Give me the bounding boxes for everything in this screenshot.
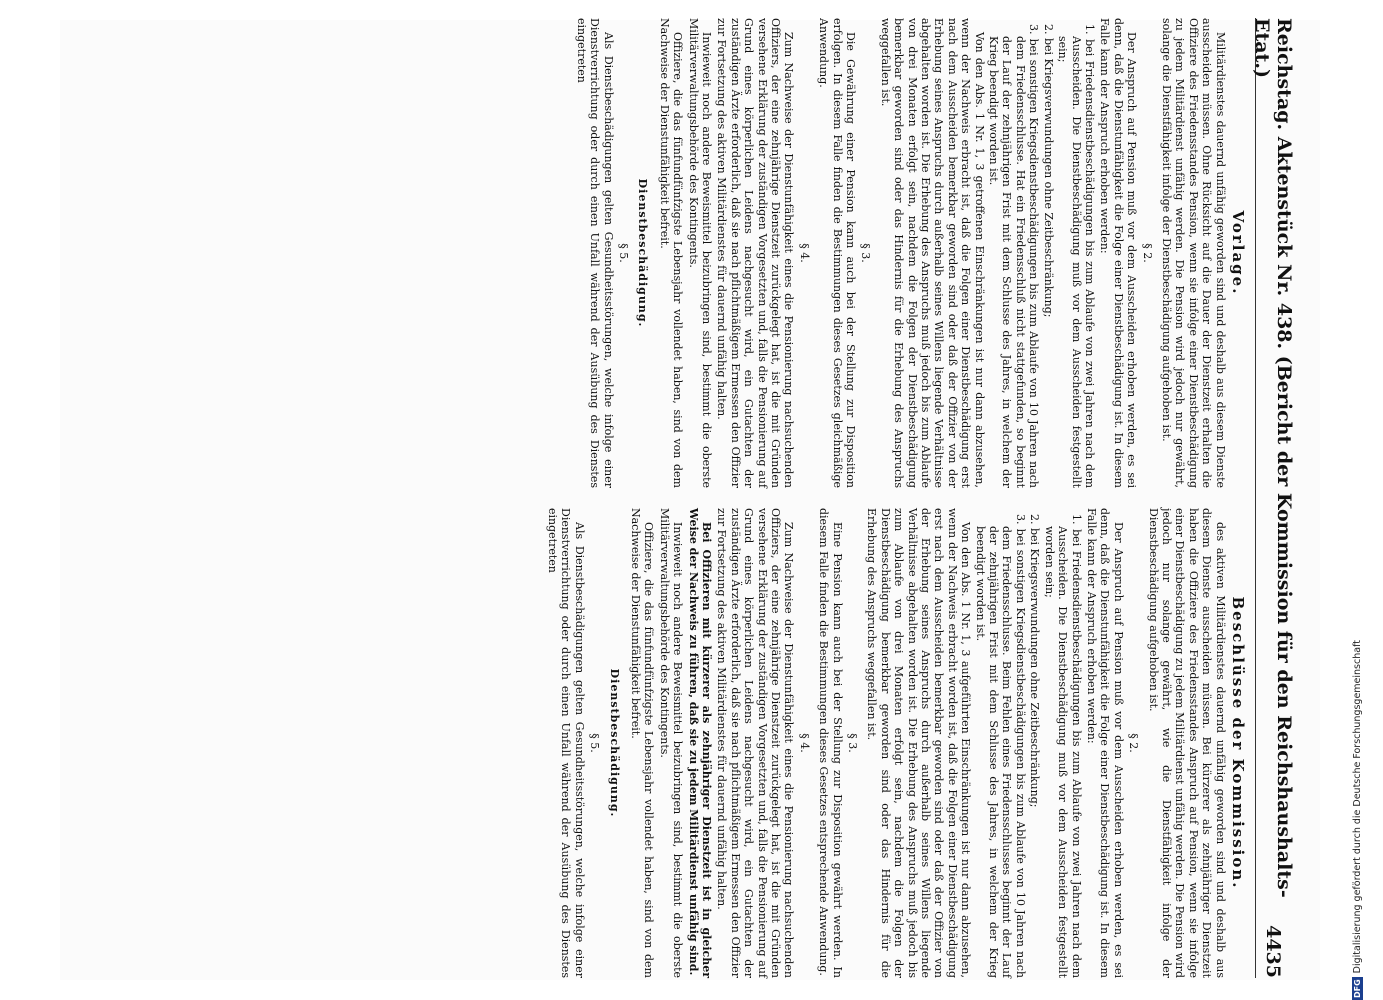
beschluesse-s4-text2: Inwieweit noch andere Beweismittel beizubringen sind, bestimmt die oberste Militärverwaltungsbehörde des Kontingents. — [657, 508, 685, 978]
header-title: Reichstag. Aktenstück Nr. 438. (Bericht der Kommission für den Reichshaushalts-Etat.) — [1251, 18, 1295, 898]
beschluesse-s2-item: 1. bei Friedensdienstbeschädigungen bis zum Ablaufe von zwei Jahren nach dem Ausscheiden. Die Dienstbeschädigung muß vor dem Ausscheiden festgestellt worden sein; — [1042, 514, 1083, 978]
vorlage-s2-heading: § 2. — [1140, 243, 1154, 263]
vorlage-s5-heading: § 5. — [616, 243, 630, 263]
vorlage-s2-item: 3. bei sonstigen Kriegsdienstbeschädigungen bis zum Ablaufe von 10 Jahren nach dem Friedensschlusse. Hat ein Friedensschluß nicht stattgefunden, so beginnt der Lauf der zehnjährigen Frist mit dem Schlusse des Jahres, in welchem der Krieg beendigt worden ist. — [987, 24, 1041, 488]
vorlage-s3-text: Die Gewährung einer Pension kann auch bei der Stellung zur Disposition erfolgen. In diesem Falle finden die Bestimmungen dieses Gesetzes gleichmäßige Anwendung. — [817, 18, 858, 488]
beschluesse-s4-text: Zum Nachweise der Dienstunfähigkeit eines die Pensionierung nachsuchenden Offiziers, der eine zehnjährige Dienstzeit zurückgelegt hat, ist die mit Gründen versehene Erklärung der zuständigen Vorgesetzten und, falls die Pensionierung auf Grund eines körperlichen Leidens nachgesucht wird, ein Gutachten der zuständigen Ärzte erforderlich, daß sie nach pflichtmäßigem Ermessen den Offizier zur Fortsetzung des aktiven Militärdienstes für dauernd unfähig halten. — [715, 508, 796, 978]
beschluesse-s5-text: Als Dienstbeschädigungen gelten Gesundheitsstörungen, welche infolge einer Dienstverrichtung oder durch einen Unfall während der Ausübung des Dienstes eingetreten — [545, 508, 586, 978]
vorlage-s4-text: Zum Nachweise der Dienstunfähigkeit eines die Pensionierung nachsuchenden Offiziers, der eine zehnjährige Dienstzeit zurückgelegt hat, ist die mit Gründen versehene Erklärung der zuständigen Vorgesetzten und, falls die Pensionierung auf Grund eines körperlichen Leidens nachgesucht wird, ein Gutachten der zuständigen Ärzte erforderlich, daß sie nach pflichtmäßigem Ermessen den Offizier zur Fortsetzung des aktiven Militärdienstes für dauernd unfähig halten. — [715, 18, 796, 488]
vorlage-s2-text: Der Anspruch auf Pension muß vor dem Ausscheiden erhoben werden, es sei denn, daß die Dienstunfähigkeit die Folge einer Dienstbeschädigung ist. In diesem Falle kann der Anspruch erhoben werden: — [1098, 18, 1139, 488]
vorlage-intro: Militärdienstes dauernd unfähig geworden sind und deshalb aus diesem Dienste ausscheiden müssen. Ohne Rücksicht auf die Dauer der Dienstzeit erhalten die Offiziere des Friedensstandes Pension, wenn sie infolge einer Dienstbeschädigung zu jedem Militärdienst unfähig werden. Die Pension wird jedoch nur gewährt, solange die Dienstfähigkeit infolge der Dienstbeschädigung aufgehoben ist. — [1159, 18, 1227, 488]
beschluesse-s4-heading: § 4. — [797, 733, 811, 753]
beschluesse-s3-heading: § 3. — [846, 733, 860, 753]
beschluesse-title: Beschlüsse der Kommission. — [1229, 596, 1247, 890]
vorlage-s2-tail: Von den Abs. 1 Nr. 1, 3 getroffenen Einschränkungen ist nur dann abzusehen, wenn der Nachweis erbracht ist, daß die Folgen einer Dienstbeschädigung erst nach dem Ausscheiden bemerkbar geworden sind oder daß der Offizier von der Erhebung seines Anspruchs durch außerhalb seines Willens liegende Verhältnisse abgehalten worden ist. Die Erhebung des Anspruchs muß jedoch bis zum Ablaufe von drei Monaten erfolgt sein, nachdem die Folgen der Dienstbeschädigung bemerkbar geworden sind oder das Hindernis für die Erhebung des Anspruchs weggefallen ist. — [878, 18, 986, 488]
column-vorlage — [572, 18, 1247, 488]
beschluesse-s3-text: Eine Pension kann auch bei der Stellung zur Disposition gewährt werden. In diesem Falle finden die Bestimmungen dieses Gesetzes entsprechende Anwendung. — [817, 508, 844, 978]
beschluesse-s2-tail: Von den Abs. 1 Nr. 1, 3 aufgeführten Einschränkungen ist nur dann abzusehen, wenn der Nachweis erbracht worden ist, daß die Folgen einer Dienstbeschädigung erst nach dem Ausscheiden bemerkbar geworden sind oder daß der Offizier von der Erhebung seines Anspruchs durch außerhalb seines Willens liegende Verhältnisse abgehalten worden ist. Die Erhebung des Anspruchs muß jedoch bis zum Ablaufe von drei Monaten erfolgt sein, nachdem die Folgen der Dienstbeschädigung bemerkbar geworden sind oder das Hindernis für die Erhebung des Anspruchs weggefallen ist. — [865, 508, 973, 978]
vorlage-s2-item: 2. bei Kriegsverwundungen ohne Zeitbeschränkung; — [1041, 24, 1055, 318]
vorlage-s4-text2: Inwieweit noch andere Beweismittel beizubringen sind, bestimmt die oberste Militärverwaltungsbehörde des Kontingents. — [686, 18, 713, 488]
beschluesse-s2-item: 2. bei Kriegsverwundungen ohne Zeitbeschränkung; — [1028, 514, 1042, 808]
vorlage-s5-text: Als Dienstbeschädigungen gelten Gesundheitsstörungen, welche infolge einer Dienstverrichtung oder durch einen Unfall während der Ausübung des Dienstes eingetreten — [574, 18, 615, 488]
vorlage-s4-text3: Offiziere, die das fünfundfünfzigste Lebensjahr vollendet haben, sind von dem Nachweise der Dienstunfähigkeit befreit. — [657, 18, 685, 488]
dfg-logo: DFG — [1353, 979, 1362, 998]
beschluesse-subheading: Dienstbeschädigung. — [607, 668, 621, 818]
digitization-credit — [1352, 580, 1363, 1000]
page-header — [1251, 18, 1295, 978]
beschluesse-s2-text: Der Anspruch auf Pension muß vor dem Ausscheiden erhoben werden, es sei denn, daß die Dienstunfähigkeit die Folge einer Dienstbeschädigung ist. In diesem Falle kann der Anspruch erhoben werden: — [1084, 508, 1125, 978]
beschluesse-s2-heading: § 2. — [1127, 733, 1141, 753]
beschluesse-s4-bold: Bei Offizieren mit kürzerer als zehnjähriger Dienstzeit ist in gleicher Weise der Nachweis zu führen, daß sie zu jedem Militärdienst unfähig sind. — [686, 508, 713, 978]
vorlage-s4-heading: § 4. — [797, 243, 811, 263]
vorlage-s3-heading: § 3. — [859, 243, 873, 263]
vorlage-s2-item: 1. bei Friedensdienstbeschädigungen bis zum Ablaufe von zwei Jahren nach dem Ausscheiden. Die Dienstbeschädigung muß vor dem Ausscheiden festgestellt sein; — [1056, 24, 1096, 488]
vorlage-subheading: Dienstbeschädigung. — [636, 178, 650, 328]
rotated-page-content — [60, 18, 1295, 978]
beschluesse-intro: des aktiven Militärdienstes dauernd unfähig geworden sind und deshalb aus diesem Dienste ausscheiden müssen. Bei kürzerer als zehnjähriger Dienstzeit haben die Offiziere des Friedensstandes Anspruch auf Pension, wenn sie infolge einer Dienstbeschädigung zu jedem Militärdienst unfähig werden. Die Pension wird jedoch nur solange gewährt, wie die Dienstfähigkeit infolge der Dienstbeschädigung aufgehoben ist. — [1146, 508, 1227, 978]
column-beschluesse — [544, 508, 1245, 978]
beschluesse-s2-item: 3. bei sonstigen Kriegsdienstbeschädigungen bis zum Ablaufe von 10 Jahren nach dem Friedensschlusse. Beim Fehlen eines Friedensschlusses beginnt der Lauf der zehnjährigen Frist mit dem Schlusse des Jahres, in welchem der Krieg beendigt worden ist. — [973, 514, 1027, 978]
beschluesse-s4-text3: Offiziere, die das fünfundfünfzigste Lebensjahr vollendet haben, sind von dem Nachweise der Dienstunfähigkeit befreit. — [628, 508, 656, 978]
page-number: 4435 — [1262, 925, 1284, 978]
vorlage-title: Vorlage. — [1229, 210, 1247, 296]
credit-text: Digitalisierung gefördert durch die Deutsche Forschungsgemeinschaft — [1352, 640, 1363, 974]
beschluesse-s5-heading: § 5. — [588, 733, 602, 753]
